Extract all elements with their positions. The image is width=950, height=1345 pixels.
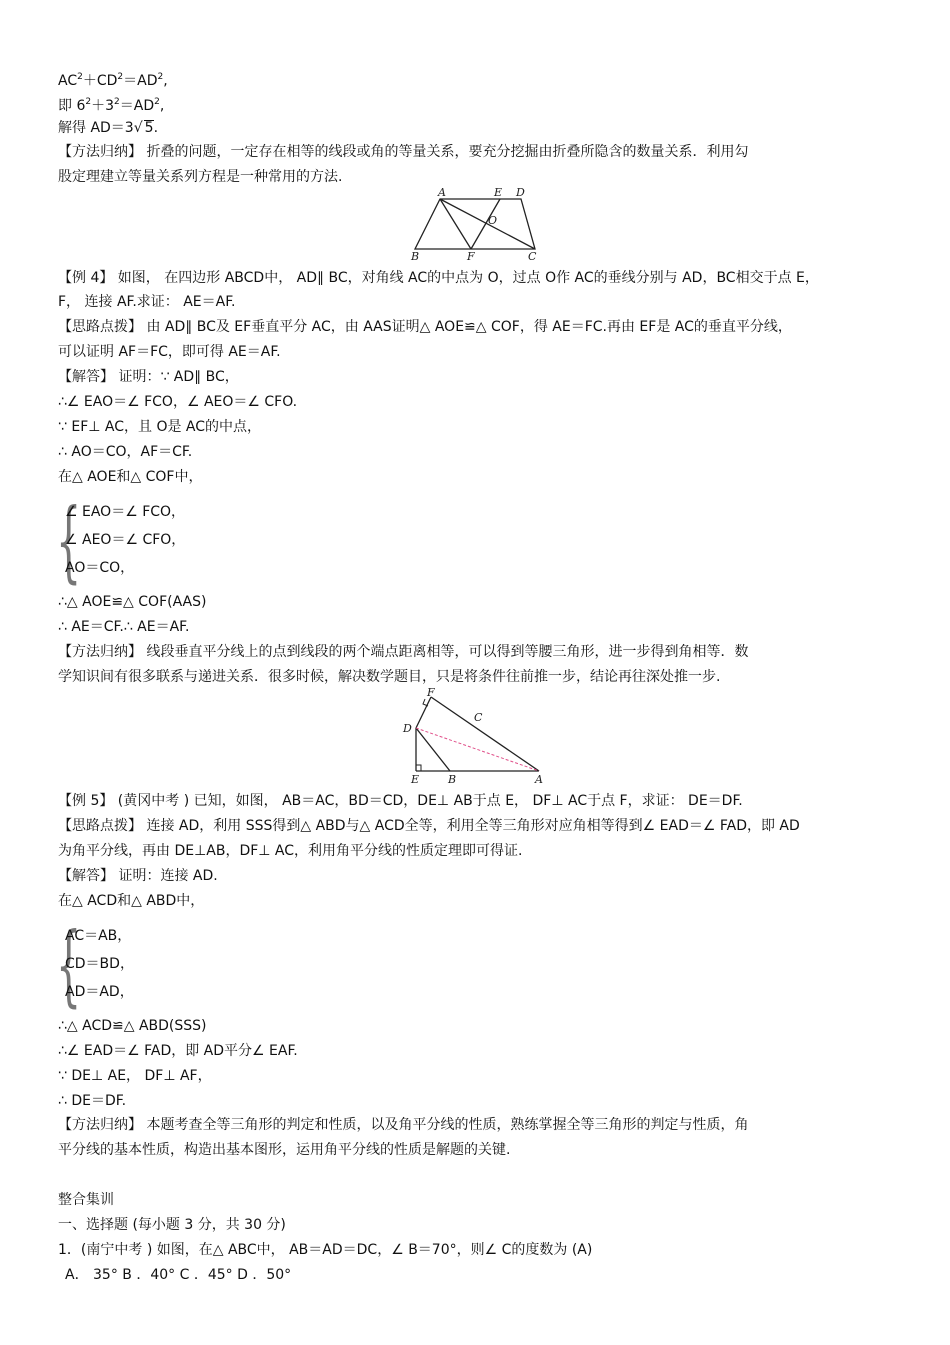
example-4-line-1: 【例 4】 如图， 在四边形 ABCD中， AD∥ BC，对角线 AC的中点为 O，过点 O作 AC的垂线分别与 AD，BC相交于点 E， [58,270,819,286]
label-A: A [535,773,543,786]
label-D: D [403,722,412,735]
part-heading: 一、选择题 (每小题 3 分，共 30 分) [58,1217,286,1233]
solution-4-line-1: 【解答】 证明：∵ AD∥ BC， [58,369,239,385]
label-C: C [474,711,483,724]
question-1: 1．(南宁中考 ) 如图，在△ ABC中， AB＝AD＝DC，∠ B＝70°，则∠ C的度数为 (A) [58,1242,593,1258]
label-E: E [411,773,420,786]
hint-5-line-2: 为角平分线，再由 DE⊥AB，DF⊥ AC，利用角平分线的性质定理即可得证. [58,843,523,859]
system-1-eq-2: ∠ AEO＝∠ CFO， [65,532,186,548]
label-B: B [411,250,420,262]
label-E: E [494,186,503,199]
system-brace-2: { [56,913,82,1016]
system-1-eq-1: ∠ EAO＝∠ FCO， [65,504,186,520]
label-F: F [427,686,435,699]
label-C: C [528,250,537,262]
method-summary-3b: 平分线的基本性质，构造出基本图形，运用角平分线的性质是解题的关键. [58,1142,511,1158]
system-1-eq-3: AO＝CO， [65,560,135,576]
label-B: B [448,773,457,786]
solution-4-line-7: ∴ AE＝CF.∴ AE＝AF. [58,619,190,635]
system-2-eq-1: AC＝AB， [65,928,132,944]
equation-line-2: 即 $6^2+3^2=AD^2$, [58,97,165,114]
solution-result: 解得 AD＝3√ 5. [58,120,159,136]
figure-triangle [400,686,550,788]
question-1-options: A． 35° B ．40° C ．45° D ．50° [65,1267,292,1283]
solution-4-line-4: ∴ AO＝CO，AF＝CF. [58,444,193,460]
label-A: A [438,186,446,199]
example-4-line-2: F， 连接 AF.求证： AE＝AF. [58,294,236,310]
solution-4-line-5: 在△ AOE和△ COF中， [58,469,203,485]
label-D: D [516,186,525,199]
label-O: O [488,214,498,227]
solution-5-line-5: ∵ DE⊥ AE， DF⊥ AF， [58,1068,212,1084]
method-summary-2b: 学知识间有很多联系与递进关系．很多时候，解决数学题目，只是将条件往前推一步，结论再往深处推一步. [58,669,721,685]
method-summary-2a: 【方法归纳】 线段垂直平分线上的点到线段的两个端点距离相等，可以得到等腰三角形，进一步得到角相等．数 [58,644,749,660]
sqrt-sign: √ [133,120,143,136]
solution-5-line-3: ∴△ ACD≌△ ABD(SSS) [58,1018,207,1034]
method-summary-1b: 股定理建立等量关系列方程是一种常用的方法. [58,169,343,185]
hint-4-line-1: 【思路点拨】 由 AD∥ BC及 EF垂直平分 AC，由 AAS证明△ AOE≌△ COF，得 AE＝FC.再由 EF是 AC的垂直平分线， [58,319,792,335]
solution-5-line-1: 【解答】 证明：连接 AD. [58,868,218,884]
system-2-eq-2: CD＝BD， [65,956,134,972]
dashed-segment-AD [416,728,539,771]
solution-5-line-4: ∴∠ EAD＝∠ FAD，即 AD平分∠ EAF. [58,1043,298,1059]
solution-4-line-3: ∵ EF⊥ AC，且 O是 AC的中点， [58,419,262,435]
solution-5-line-6: ∴ DE＝DF. [58,1093,127,1109]
equation-line-1: $AC^2+CD^2=AD^2$, [58,72,168,89]
system-brace-1: { [56,489,82,592]
figure-trapezoid [408,186,544,262]
solution-5-line-2: 在△ ACD和△ ABD中， [58,893,205,909]
method-summary-3a: 【方法归纳】 本题考查全等三角形的判定和性质，以及角平分线的性质，熟练掌握全等三角形的判定与性质，角 [58,1117,749,1133]
label-F: F [467,250,475,262]
hint-5-line-1: 【思路点拨】 连接 AD，利用 SSS得到△ ABD与△ ACD全等，利用全等三角形对应角相等得到∠ EAD＝∠ FAD，即 AD [58,818,800,834]
system-2-eq-3: AD＝AD， [65,984,134,1000]
section-title: 整合集训 [58,1192,114,1208]
example-5: 【例 5】 (黄冈中考 ) 已知，如图， AB＝AC，BD＝CD，DE⊥ AB于点 E， DF⊥ AC于点 F，求证： DE＝DF. [58,793,743,809]
solution-4-line-2: ∴∠ EAO＝∠ FCO，∠ AEO＝∠ CFO. [58,394,298,410]
hint-4-line-2: 可以证明 AF＝FC，即可得 AE＝AF. [58,344,281,360]
solution-4-line-6: ∴△ AOE≌△ COF(AAS) [58,594,207,610]
method-summary-1a: 【方法归纳】 折叠的问题，一定存在相等的线段或角的等量关系，要充分挖掘由折叠所隐含的数量关系．利用勾 [58,144,749,160]
